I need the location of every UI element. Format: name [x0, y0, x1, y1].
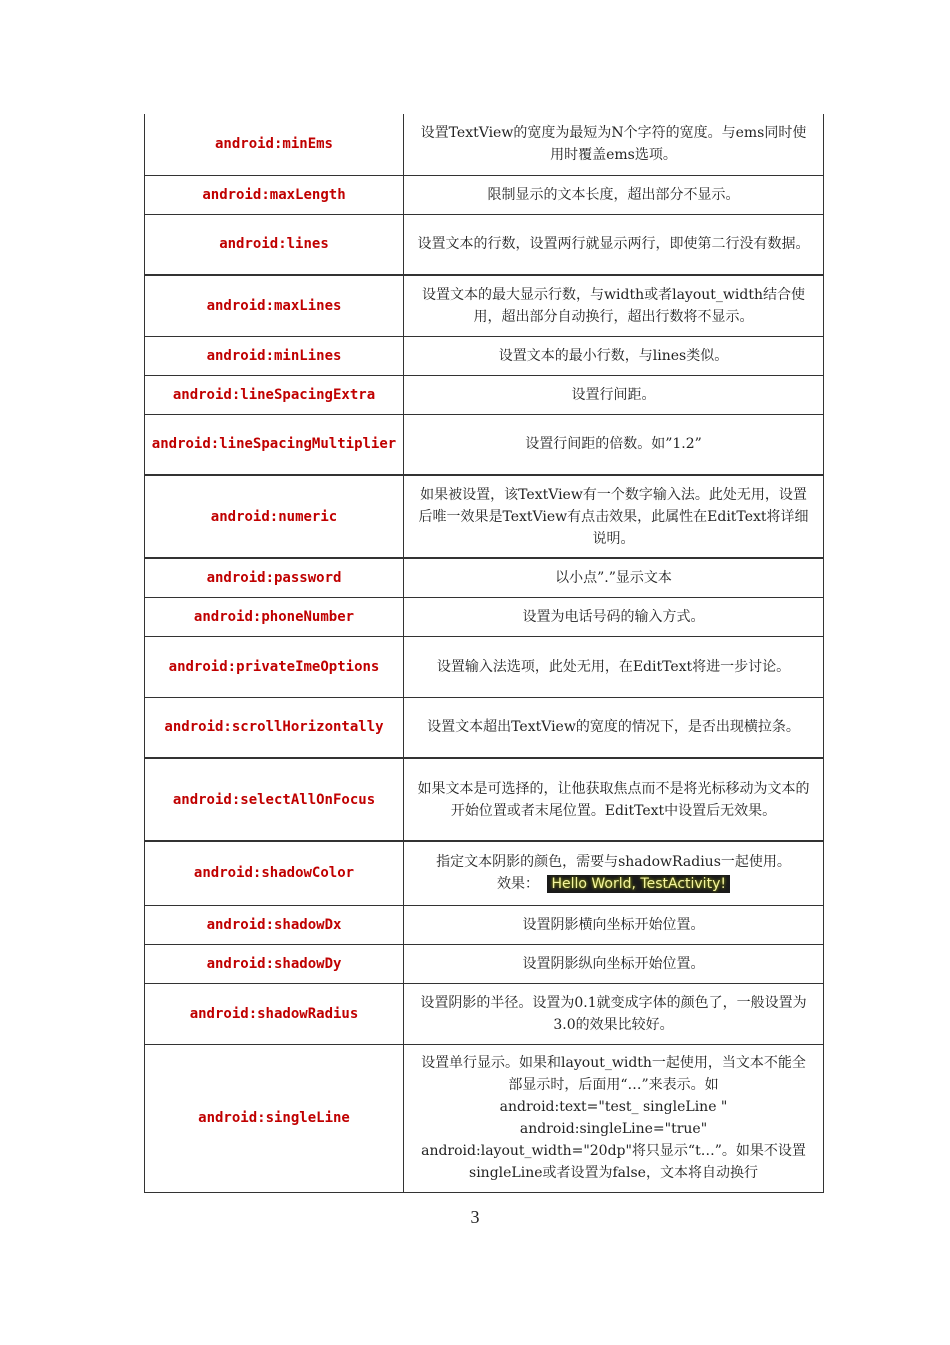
attr-desc-text: 指定文本阴影的颜色，需要与shadowRadius一起使用。	[436, 854, 791, 871]
shadow-demo: Hello World, TestActivity!	[547, 875, 730, 893]
attr-name: android:scrollHorizontally	[145, 697, 404, 758]
table-row	[145, 414, 824, 475]
attr-desc	[404, 1044, 824, 1192]
attr-desc: 设置文本超出TextView的宽度的情况下，是否出现横拉条。	[404, 697, 824, 758]
attr-name: android:lineSpacingMultiplier	[145, 414, 404, 475]
attr-name: android:shadowColor	[145, 841, 404, 905]
desc-line: 设置单行显示。如果和layout_width一起使用，当文本不能全部显示时，后面用“…”来表示。如	[421, 1055, 806, 1093]
attr-name: android:minLines	[145, 336, 404, 375]
attr-desc: 设置文本的最小行数，与lines类似。	[404, 336, 824, 375]
attr-desc: 设置文本的最大显示行数，与width或者layout_width结合使用，超出部分自动换行，超出行数将不显示。	[404, 275, 824, 336]
attr-desc: 设置行间距的倍数。如”1.2”	[404, 414, 824, 475]
table-row	[145, 558, 824, 597]
attr-desc: 设置为电话号码的输入方式。	[404, 597, 824, 636]
table-row	[145, 841, 824, 905]
attr-name: android:phoneNumber	[145, 597, 404, 636]
table-row	[145, 944, 824, 983]
table-row	[145, 905, 824, 944]
attr-name: android:maxLength	[145, 175, 404, 214]
attr-desc: 设置阴影的半径。设置为0.1就变成字体的颜色了，一般设置为3.0的效果比较好。	[404, 983, 824, 1044]
attr-desc: 设置阴影横向坐标开始位置。	[404, 905, 824, 944]
attr-desc	[404, 841, 824, 905]
attr-desc: 设置行间距。	[404, 375, 824, 414]
table-row	[145, 275, 824, 336]
desc-line: android:singleLine="true"	[519, 1121, 708, 1137]
table-row	[145, 636, 824, 697]
attr-name: android:lineSpacingExtra	[145, 375, 404, 414]
attr-desc: 设置TextView的宽度为最短为N个字符的宽度。与ems同时使用时覆盖ems选项。	[404, 114, 824, 175]
attr-name: android:numeric	[145, 475, 404, 558]
attr-name: android:privateImeOptions	[145, 636, 404, 697]
table-row	[145, 214, 824, 275]
table-row	[145, 375, 824, 414]
attr-desc: 设置输入法选项，此处无用，在EditText将进一步讨论。	[404, 636, 824, 697]
table-row	[145, 175, 824, 214]
table-row	[145, 1044, 824, 1192]
attr-desc: 如果被设置，该TextView有一个数字输入法。此处无用，设置后唯一效果是TextView有点击效果，此属性在EditText将详细说明。	[404, 475, 824, 558]
attr-desc: 限制显示的文本长度，超出部分不显示。	[404, 175, 824, 214]
table-row	[145, 336, 824, 375]
attr-name: android:lines	[145, 214, 404, 275]
table-row	[145, 475, 824, 558]
attr-desc: 设置阴影纵向坐标开始位置。	[404, 944, 824, 983]
attr-name: android:selectAllOnFocus	[145, 758, 404, 841]
attr-desc: 设置文本的行数，设置两行就显示两行，即使第二行没有数据。	[404, 214, 824, 275]
attr-desc: 如果文本是可选择的，让他获取焦点而不是将光标移动为文本的开始位置或者末尾位置。EditText中设置后无效果。	[404, 758, 824, 841]
attr-name: android:shadowRadius	[145, 983, 404, 1044]
effect-label: 效果：	[497, 876, 540, 893]
table-row	[145, 758, 824, 841]
attr-name: android:password	[145, 558, 404, 597]
attr-name: android:singleLine	[145, 1044, 404, 1192]
table-row	[145, 697, 824, 758]
table-row	[145, 983, 824, 1044]
desc-line: android:text="test_ singleLine "	[499, 1099, 728, 1115]
table-row	[145, 114, 824, 175]
table-row	[145, 597, 824, 636]
attr-name: android:shadowDx	[145, 905, 404, 944]
attr-name: android:minEms	[145, 114, 404, 175]
attribute-table	[144, 114, 824, 1193]
page-number: 3	[470, 1207, 480, 1227]
attr-name: android:shadowDy	[145, 944, 404, 983]
desc-line: android:layout_width="20dp"将只显示“t…”。如果不设置singleLine或者设置为false，文本将自动换行	[421, 1143, 806, 1181]
attr-desc: 以小点”.”显示文本	[404, 558, 824, 597]
attr-name: android:maxLines	[145, 275, 404, 336]
